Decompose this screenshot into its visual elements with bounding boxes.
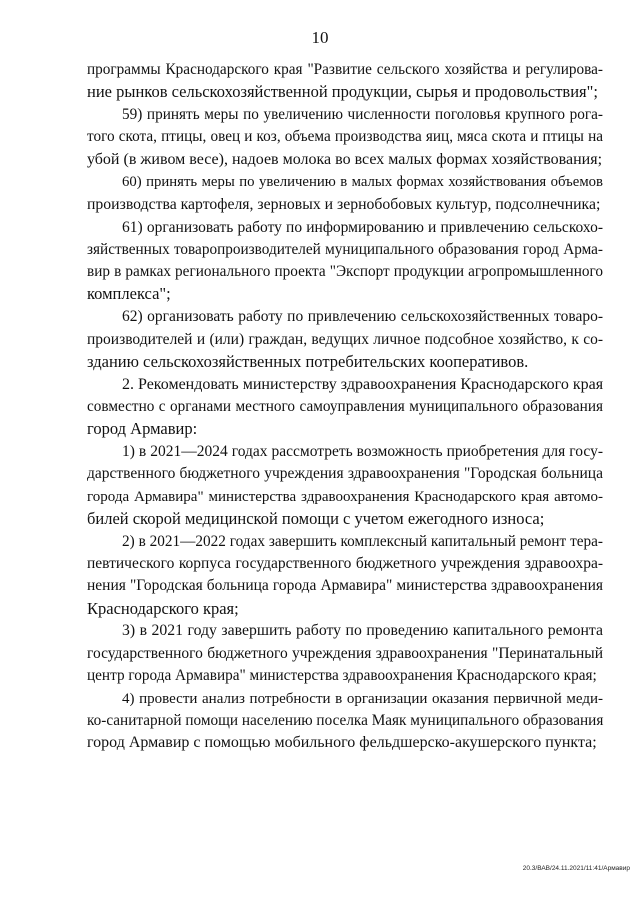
text-line: город Армавир: bbox=[87, 419, 198, 439]
paragraph bbox=[87, 59, 603, 104]
text-line: ко-санитарной помощи населению поселка Маяк муниципального образования bbox=[87, 712, 604, 730]
text-line: 4) провести анализ потребности в организации оказания первичной меди- bbox=[122, 690, 603, 707]
text-line: 2) в 2021—2022 годах завершить комплексный капитальный ремонт тера- bbox=[122, 532, 603, 550]
text-line: 2. Рекомендовать министерству здравоохранения Краснодарского края bbox=[122, 375, 604, 393]
text-line: государственного бюджетного учреждения здравоохранения "Перинатальный bbox=[87, 644, 603, 662]
text-line: города Армавира" министерства здравоохранения Краснодарского края автомо- bbox=[87, 488, 603, 505]
page-number: 10 bbox=[311, 28, 329, 47]
text-line: дарственного бюджетного учреждения здравоохранения "Городская больница bbox=[87, 465, 603, 483]
text-line: 59) принять меры по увеличению численности поголовья крупного рога- bbox=[122, 106, 603, 124]
text-line: центр города Армавира" министерства здравоохранения Краснодарского края; bbox=[87, 667, 597, 685]
text-line: 60) принять меры по увеличению в малых формах хозяйствования объемов bbox=[122, 174, 603, 191]
text-line: производителей и (или) граждан, ведущих личное подсобное хозяйство, к со- bbox=[87, 330, 603, 348]
paragraph bbox=[87, 374, 603, 441]
text-line: билей скорой медицинской помощи с учетом ежегодного износа; bbox=[87, 508, 545, 528]
text-line: 1) в 2021—2024 годах рассмотреть возможность приобретения для госу- bbox=[122, 443, 603, 461]
paragraph bbox=[87, 441, 603, 530]
text-line: 62) организовать работу по привлечению сельскохозяйственных товаро- bbox=[122, 308, 603, 326]
paragraph bbox=[87, 171, 603, 216]
text-line: убой (в живом весе), надоев молока во всех малых формах хозяйствования; bbox=[87, 150, 603, 168]
text-line: ние рынков сельскохозяйственной продукции, сырья и продовольствия"; bbox=[87, 82, 598, 102]
document-body bbox=[87, 59, 603, 755]
text-line: Краснодарского края; bbox=[87, 598, 239, 618]
paragraph bbox=[87, 531, 603, 620]
text-line: 61) организовать работу по информированию и привлечению сельскохо- bbox=[122, 218, 603, 236]
text-line: совместно с органами местного самоуправления муниципального образования bbox=[87, 397, 603, 415]
footer-stamp: 20.3/ВАВ/24.11.2021/11:41/Армавир bbox=[522, 865, 630, 872]
text-line: вир в рамках регионального проекта "Экспорт продукции агропромышленного bbox=[87, 263, 603, 281]
paragraph bbox=[87, 306, 603, 373]
text-line: 3) в 2021 году завершить работу по проведению капитального ремонта bbox=[122, 622, 603, 640]
text-line: того скота, птицы, овец и коз, объема производства яиц, мяса скота и птицы на bbox=[87, 128, 603, 146]
text-line: зяйственных товаропроизводителей муниципального образования город Арма- bbox=[87, 240, 603, 258]
text-line: комплекса"; bbox=[87, 284, 171, 304]
paragraph bbox=[87, 620, 603, 687]
text-line: нения "Городская больница города Армавира" министерства здравоохранения bbox=[87, 577, 603, 595]
text-line: певтического корпуса государственного бюджетного учреждения здравоохра- bbox=[87, 555, 603, 573]
paragraph bbox=[87, 217, 603, 306]
paragraph bbox=[87, 688, 603, 755]
text-line: город Армавир с помощью мобильного фельдшерско-акушерского пункта; bbox=[87, 734, 597, 752]
text-line: программы Краснодарского края "Развитие сельского хозяйства и регулирова- bbox=[87, 61, 603, 78]
paragraph bbox=[87, 104, 603, 171]
text-line: зданию сельскохозяйственных потребительских кооперативов. bbox=[87, 351, 529, 371]
text-line: производства картофеля, зерновых и зернобобовых культур, подсолнечника; bbox=[87, 195, 601, 213]
